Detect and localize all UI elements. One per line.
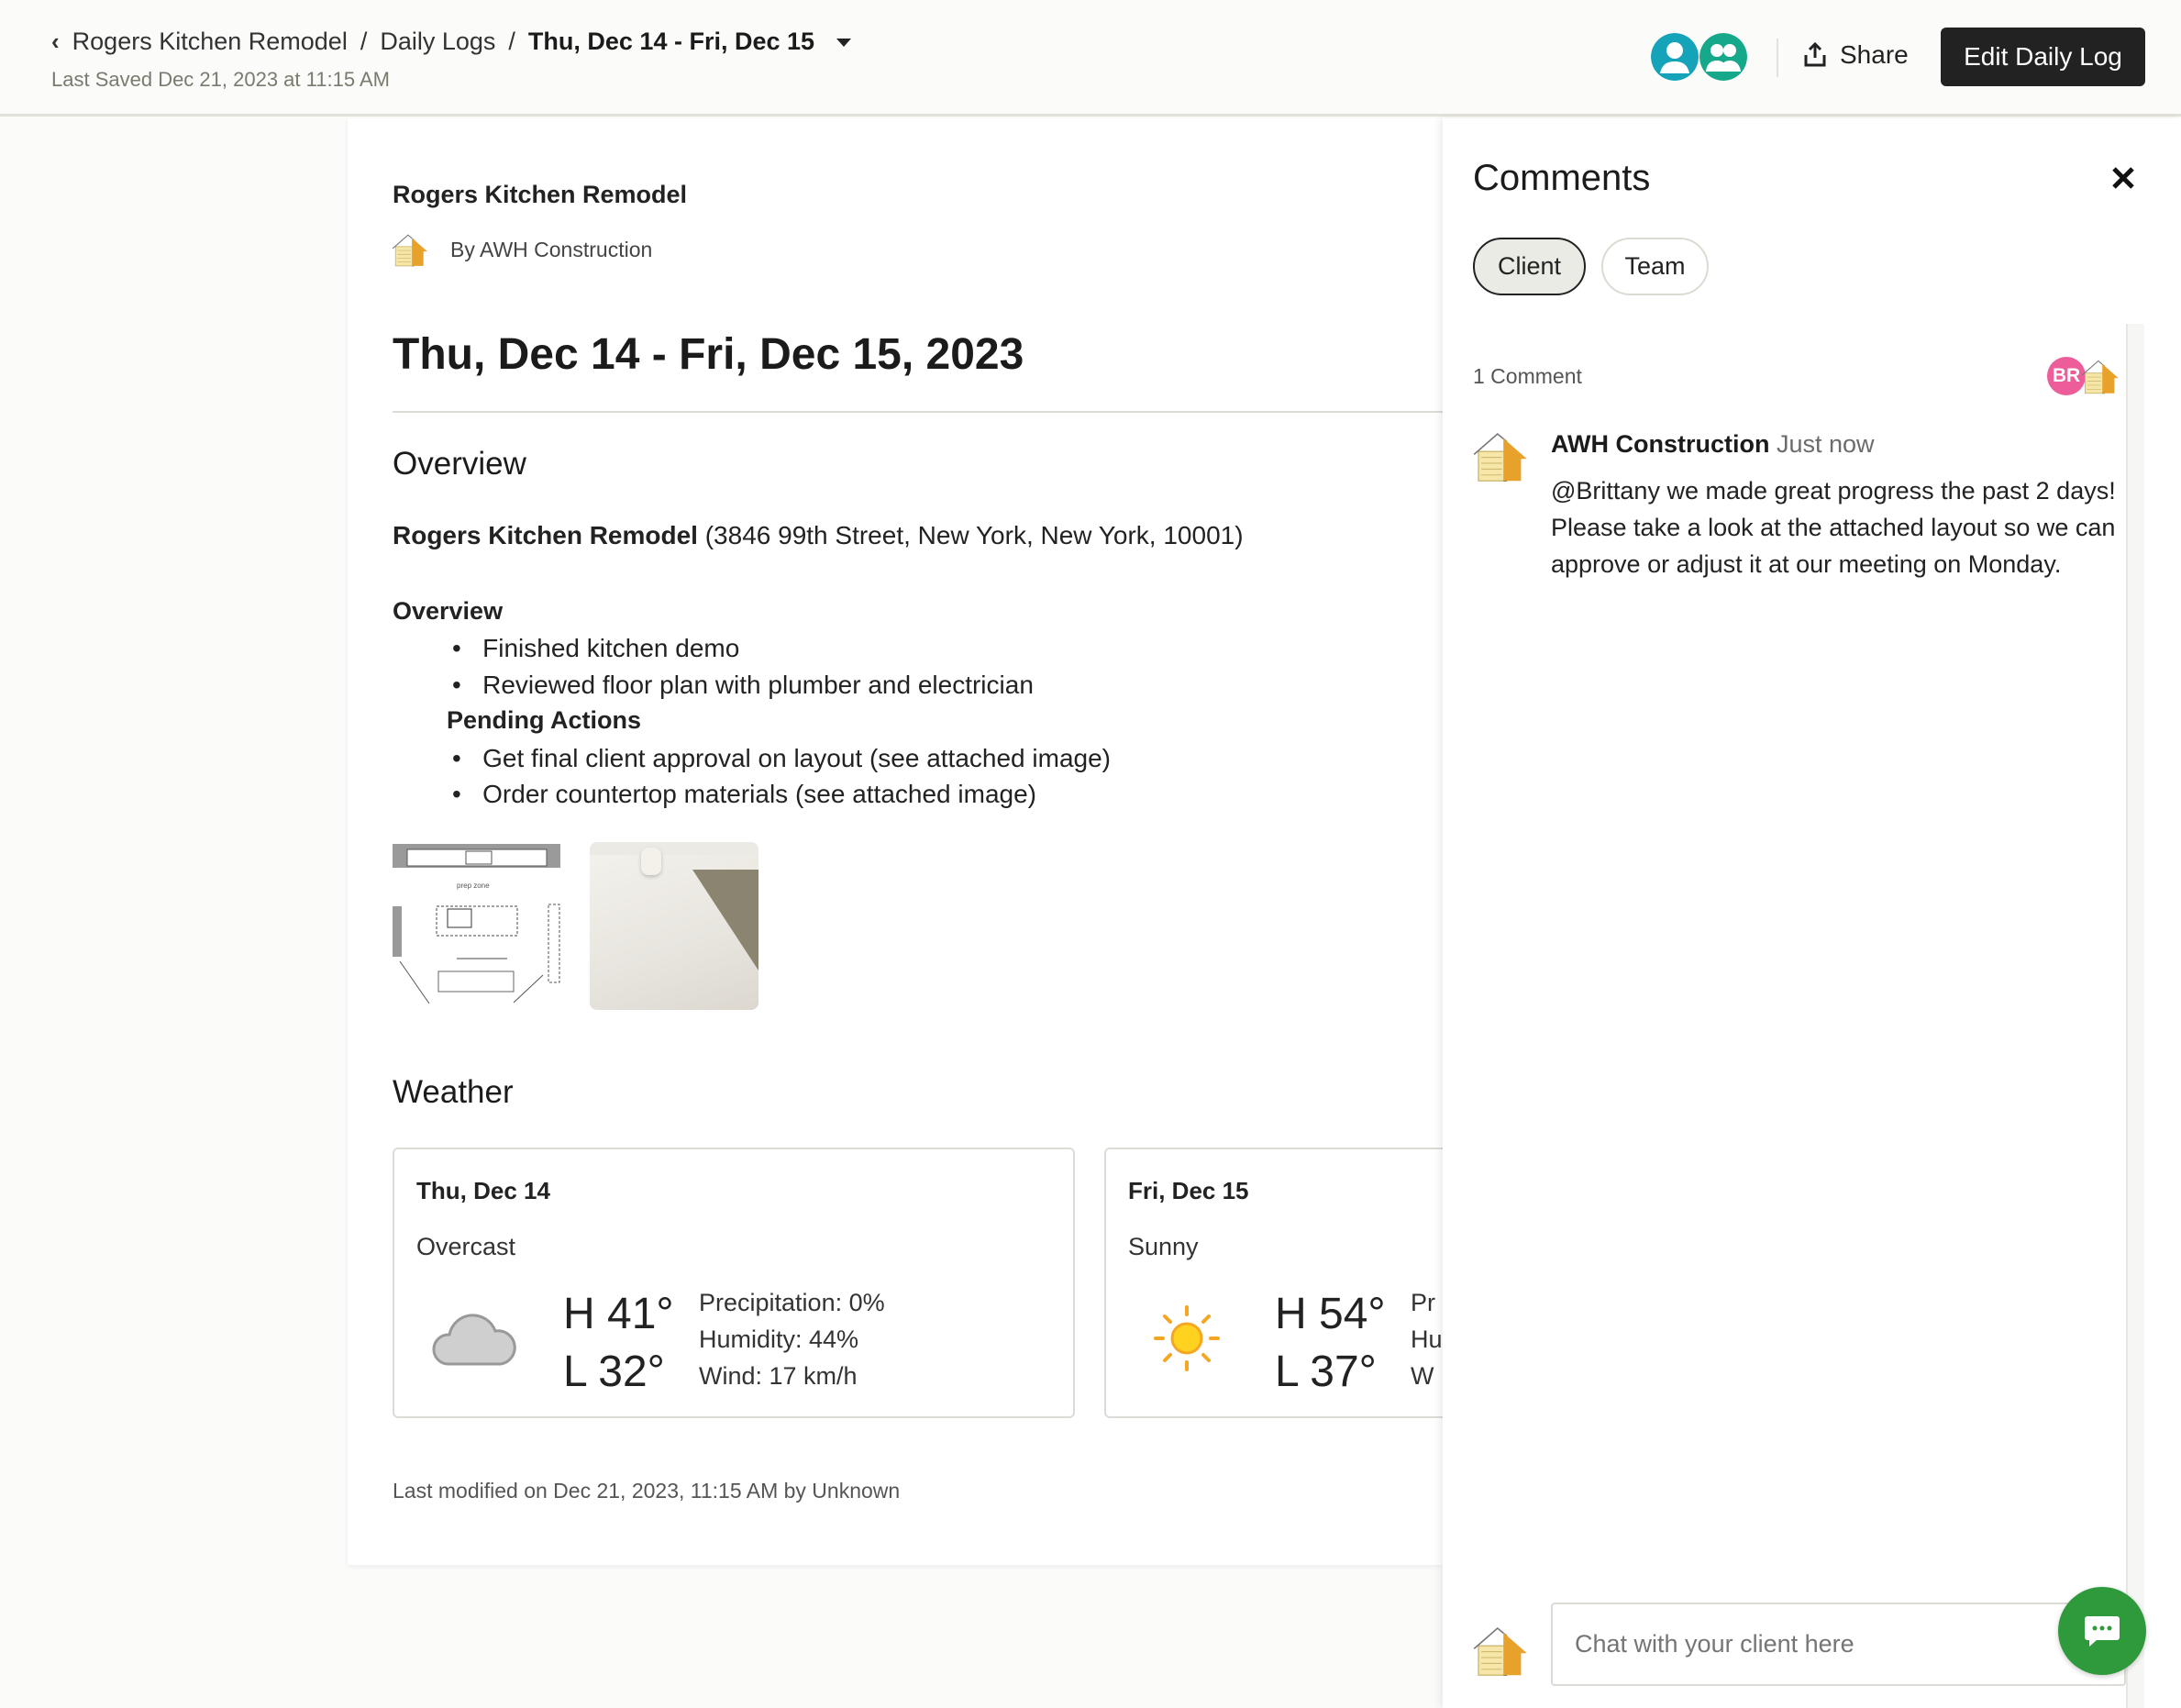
weather-date: Fri, Dec 15 [1128, 1177, 1249, 1204]
breadcrumb-separator: / [508, 28, 515, 55]
share-icon [1803, 42, 1827, 68]
last-saved-text: Last Saved Dec 21, 2023 at 11:15 AM [51, 68, 390, 91]
overview-heading: Overview [393, 446, 526, 482]
author-text: By AWH Construction [450, 238, 653, 261]
header-divider [1777, 39, 1778, 77]
project-title: Rogers Kitchen Remodel [393, 181, 688, 208]
humidity: Hu [1411, 1325, 1443, 1353]
list-item-text: Finished kitchen demo [482, 634, 740, 662]
current-user-avatar-icon [1471, 1621, 1530, 1680]
low-temp: L 37° [1275, 1348, 1377, 1396]
list-item: • Get final client approval on layout (see attached image) [452, 744, 1111, 772]
svg-text:prep zone: prep zone [457, 882, 490, 890]
list-item-text: Order countertop materials (see attached image) [482, 780, 1036, 808]
tab-team[interactable]: Team [1601, 238, 1709, 295]
cloud-icon [431, 1307, 517, 1368]
top-header [0, 0, 2181, 116]
precipitation: Precipitation: 0% [699, 1289, 885, 1316]
log-date-title: Thu, Dec 14 - Fri, Dec 15, 2023 [393, 330, 1024, 379]
scrollbar[interactable] [2126, 324, 2144, 1708]
weather-date: Thu, Dec 14 [416, 1177, 550, 1204]
wind: W [1411, 1362, 1434, 1390]
comment-time: Just now [1777, 430, 1875, 458]
high-temp: H 41° [563, 1290, 674, 1338]
weather-condition: Overcast [416, 1233, 516, 1260]
chat-bubble-icon [2084, 1614, 2120, 1647]
team-avatar-icon[interactable] [1699, 33, 1747, 81]
address-line [393, 521, 1244, 550]
comment-count: 1 Comment [1473, 364, 1582, 388]
weather-condition: Sunny [1128, 1233, 1199, 1260]
address-text: (3846 99th Street, New York, New York, 10001) [704, 521, 1244, 549]
humidity: Humidity: 44% [699, 1325, 859, 1353]
dropdown-caret-icon[interactable] [835, 37, 853, 48]
comment-author: AWH Construction [1551, 430, 1770, 458]
participant-company-logo-icon [2080, 356, 2120, 396]
client-avatar-icon[interactable] [1651, 33, 1699, 81]
back-chevron-icon[interactable]: ‹ [51, 28, 60, 55]
breadcrumb-daily-logs[interactable]: Daily Logs [380, 28, 496, 55]
floor-plan-image[interactable] [393, 842, 560, 1010]
commenter-avatar-icon [1471, 427, 1530, 485]
low-temp: L 32° [563, 1348, 665, 1396]
share-label: Share [1840, 40, 1909, 69]
weather-heading: Weather [393, 1074, 514, 1110]
title-divider [393, 411, 1443, 413]
breadcrumb-separator: / [360, 28, 368, 55]
breadcrumb-project[interactable]: Rogers Kitchen Remodel [72, 28, 348, 55]
overview-label: Overview [393, 597, 504, 625]
edit-daily-log-button[interactable]: Edit Daily Log [1941, 28, 2145, 86]
comment-header [1551, 430, 1875, 459]
close-icon[interactable] [2111, 166, 2135, 190]
company-logo-icon [391, 230, 429, 269]
list-item: • Finished kitchen demo [452, 634, 740, 662]
high-temp: H 54° [1275, 1290, 1386, 1338]
countertop-photo-image[interactable] [590, 842, 758, 1010]
breadcrumb-current[interactable]: Thu, Dec 14 - Fri, Dec 15 [527, 28, 815, 55]
precipitation: Pr [1411, 1289, 1435, 1316]
breadcrumb [51, 28, 853, 56]
wind: Wind: 17 km/h [699, 1362, 858, 1390]
sun-icon [1152, 1303, 1222, 1373]
tab-client[interactable]: Client [1473, 238, 1586, 295]
comment-text: @Brittany we made great progress the past 2 days! Please take a look at the attached layout so we can approve or adjust it at our meeting on Monday. [1551, 477, 2116, 578]
list-item-text: Get final client approval on layout (see attached image) [482, 744, 1111, 772]
share-button[interactable] [1803, 40, 1909, 70]
weather-card [393, 1148, 1075, 1418]
address-project-name: Rogers Kitchen Remodel [393, 521, 698, 549]
list-item-text: Reviewed floor plan with plumber and electrician [482, 671, 1034, 699]
pending-actions-label: Pending Actions [447, 706, 642, 734]
last-modified-text: Last modified on Dec 21, 2023, 11:15 AM by Unknown [393, 1479, 901, 1503]
chat-fab-button[interactable] [2058, 1587, 2146, 1675]
daily-log-document [348, 118, 1443, 1565]
participant-avatar-br: BR [2047, 357, 2086, 395]
list-item: • Order countertop materials (see attached image) [452, 780, 1036, 808]
list-item: • Reviewed floor plan with plumber and electrician [452, 671, 1034, 699]
chat-input[interactable] [1551, 1603, 2126, 1686]
comments-title: Comments [1473, 158, 1651, 198]
comments-panel [1443, 118, 2181, 1708]
